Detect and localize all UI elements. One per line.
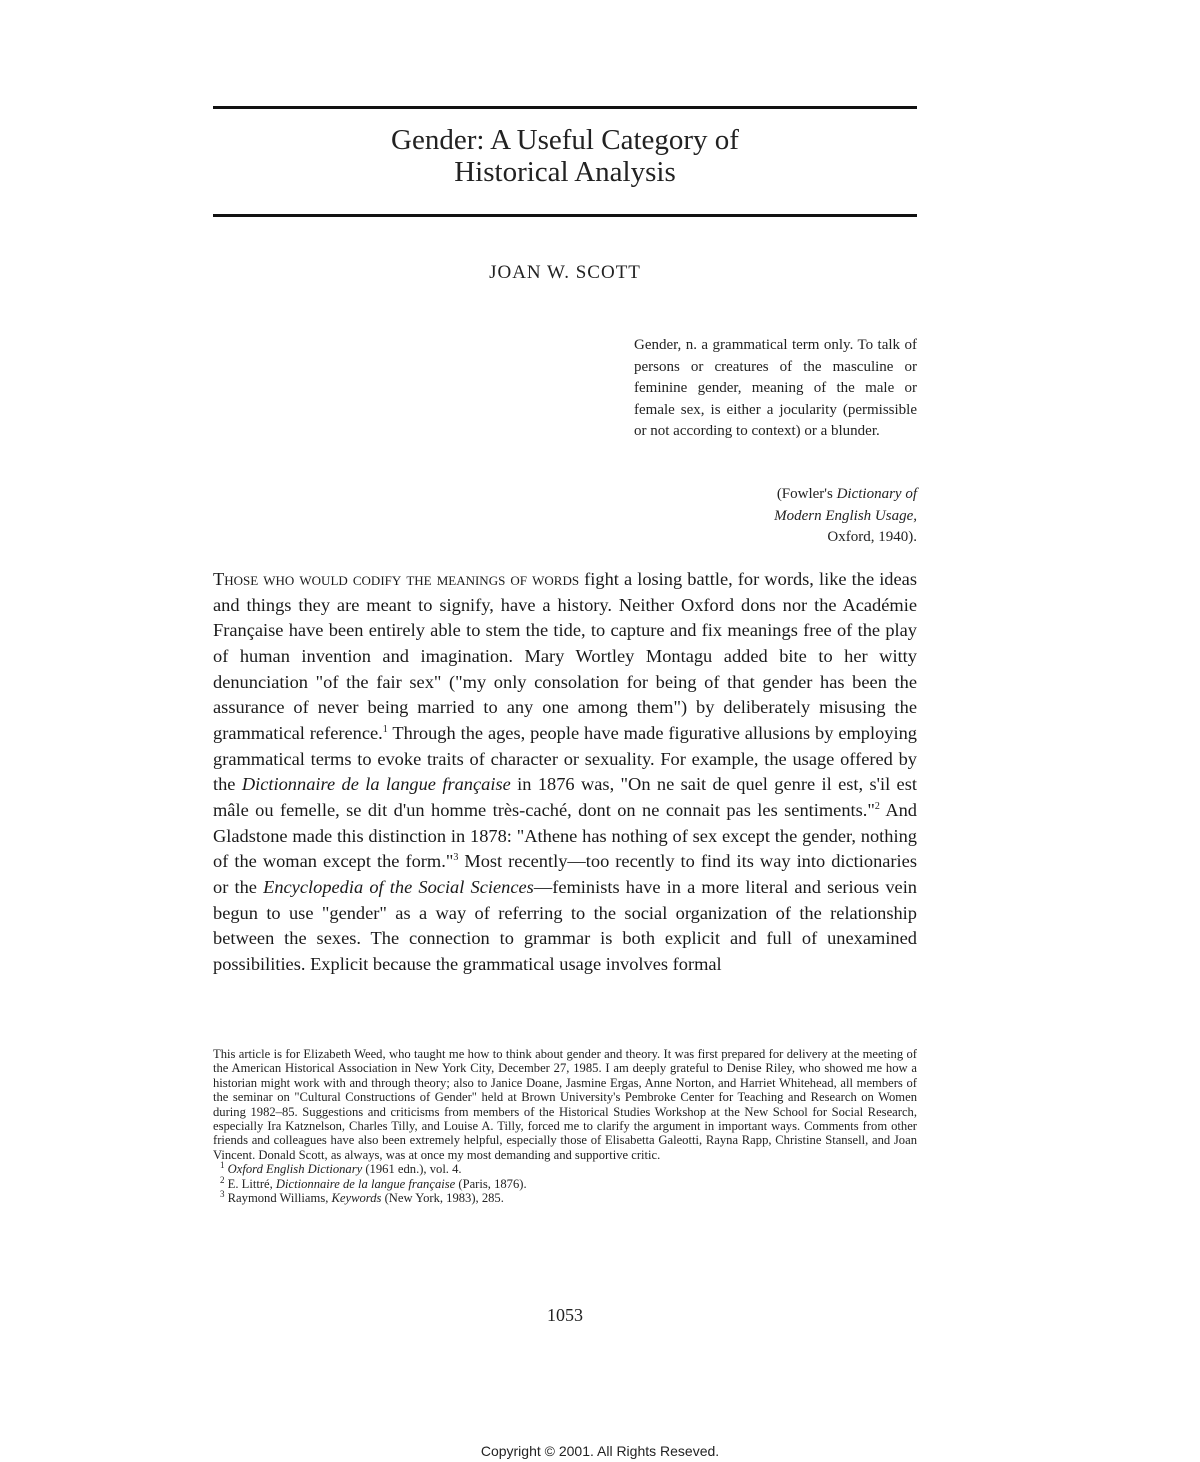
footnote-2-number: 2 (220, 1174, 225, 1185)
footnote-2-pre: E. Littré, (227, 1176, 276, 1191)
epigraph-source-title-2: Modern English Usage, (774, 507, 917, 524)
author-name: JOAN W. SCOTT (489, 262, 641, 283)
footnote-ref-3: 3 (453, 852, 459, 864)
body-s3: in 1876 was, "On ne sait de quel genre il est, s'il est mâle ou femelle, se dit d'un homme très-caché, dont on ne connait pas les sentiments." (213, 774, 917, 820)
footnote-ref-1: 1 (382, 723, 388, 735)
footnote-1-italic: Oxford English Dictionary (227, 1162, 363, 1177)
footnote-1-text: (1961 edn.), vol. 4. (362, 1162, 462, 1177)
top-rule (213, 106, 917, 109)
footnote-3-number: 3 (220, 1188, 225, 1199)
epigraph-source-open: (Fowler's (776, 486, 837, 502)
footnote-1-number: 1 (220, 1160, 225, 1171)
body-s4: And Gladstone made this distinction in 1878: "Athene has nothing of sex except the gender, nothing of the woman except the form." (213, 799, 917, 872)
footnote-2-text: (Paris, 1876). (455, 1176, 527, 1191)
bottom-rule (213, 214, 917, 217)
body-s2-italic: Dictionnaire de la langue française (241, 774, 511, 795)
footnote-3-text: (New York, 1983), 285. (381, 1191, 504, 1206)
body-s6: —feminists have in a more literal and serious vein begun to use "gender" as a way of referring to the social organization of the relationship between the sexes. The connection to grammar is both explicit and full of unexamined possibilities. Explicit because the grammatical usage involves formal (213, 876, 918, 974)
footnote-2-italic: Dictionnaire de la langue française (275, 1176, 456, 1191)
epigraph-source-tail: Oxford, 1940). (827, 529, 917, 545)
footnote-3-pre: Raymond Williams, (227, 1191, 332, 1206)
footnote-3 (213, 1188, 917, 1206)
copyright-notice: Copyright © 2001. All Rights Reseved. (480, 1443, 720, 1459)
footnote-3-italic: Keywords (331, 1191, 382, 1206)
body-s2: Through the ages, people have made figurative allusions by employing grammatical terms to evoke traits of character or sexuality. For example, the usage offered by the (213, 722, 917, 795)
footnotes (213, 1047, 917, 1205)
title-line-1: Gender: A Useful Category of (391, 124, 739, 156)
body-paragraph (213, 567, 917, 978)
epigraph-quote: Gender, n. a grammatical term only. To talk of persons or creatures of the masculine or feminine gender, meaning of the male or female sex, is either a jocularity (permissible or not according to context) or a blunder. (634, 337, 917, 439)
epigraph-source (634, 484, 917, 549)
lead-in-smallcaps: Those who would codify the meanings of words (213, 569, 580, 589)
footnote-1 (213, 1162, 917, 1176)
body-s5: Most recently—too recently to find its way into dictionaries or the (213, 851, 917, 897)
footnote-acknowledgment: This article is for Elizabeth Weed, who taught me how to think about gender and theory. It was first prepared for delivery at the meeting of the American Historical Association in New York City, December 27, 1985. I am deeply grateful to Denise Riley, who showed me how a historian might work with and through theory; also to Janice Doane, Jasmine Ergas, Anne Norton, and Harriet Whitehead, all members of the seminar on "Cultural Constructions of Gender" held at Brown University's Pembroke Center for Teaching and Research on Women during 1982–85. Suggestions and criticisms from members of the Historical Studies Workshop at the New School for Social Research, especially Ira Katznelson, Charles Tilly, and Louise A. Tilly, forced me to clarify the argument in important ways. Comments from other friends and colleagues have also been extremely helpful, especially those of Elisabetta Galeotti, Rayna Rapp, Christine Stansell, and Joan Vincent. Donald Scott, as always, was at once my most demanding and supportive critic. (213, 1047, 917, 1162)
epigraph-source-title-1: Dictionary of (836, 486, 917, 502)
footnote-2 (213, 1174, 917, 1191)
article-title (213, 124, 917, 188)
body-s1: fight a losing battle, for words, like the ideas and things they are meant to signify, have a history. Neither Oxford dons nor the Académie Française have been entirely able to stem the tide, to capture and fix meanings free of the play of human invention and imagination. Mary Wortley Montagu added bite to her witty denunciation "of the fair sex" ("my only consolation for being of that gender has been the assurance of never being married to any one among them") by deliberately misusing the grammatical reference. (213, 569, 917, 743)
title-line-2: Historical Analysis (454, 156, 676, 188)
page-number: 1053 (547, 1305, 583, 1325)
body-s5-italic: Encyclopedia of the Social Sciences (263, 876, 534, 897)
footnote-ref-2: 2 (874, 800, 880, 812)
